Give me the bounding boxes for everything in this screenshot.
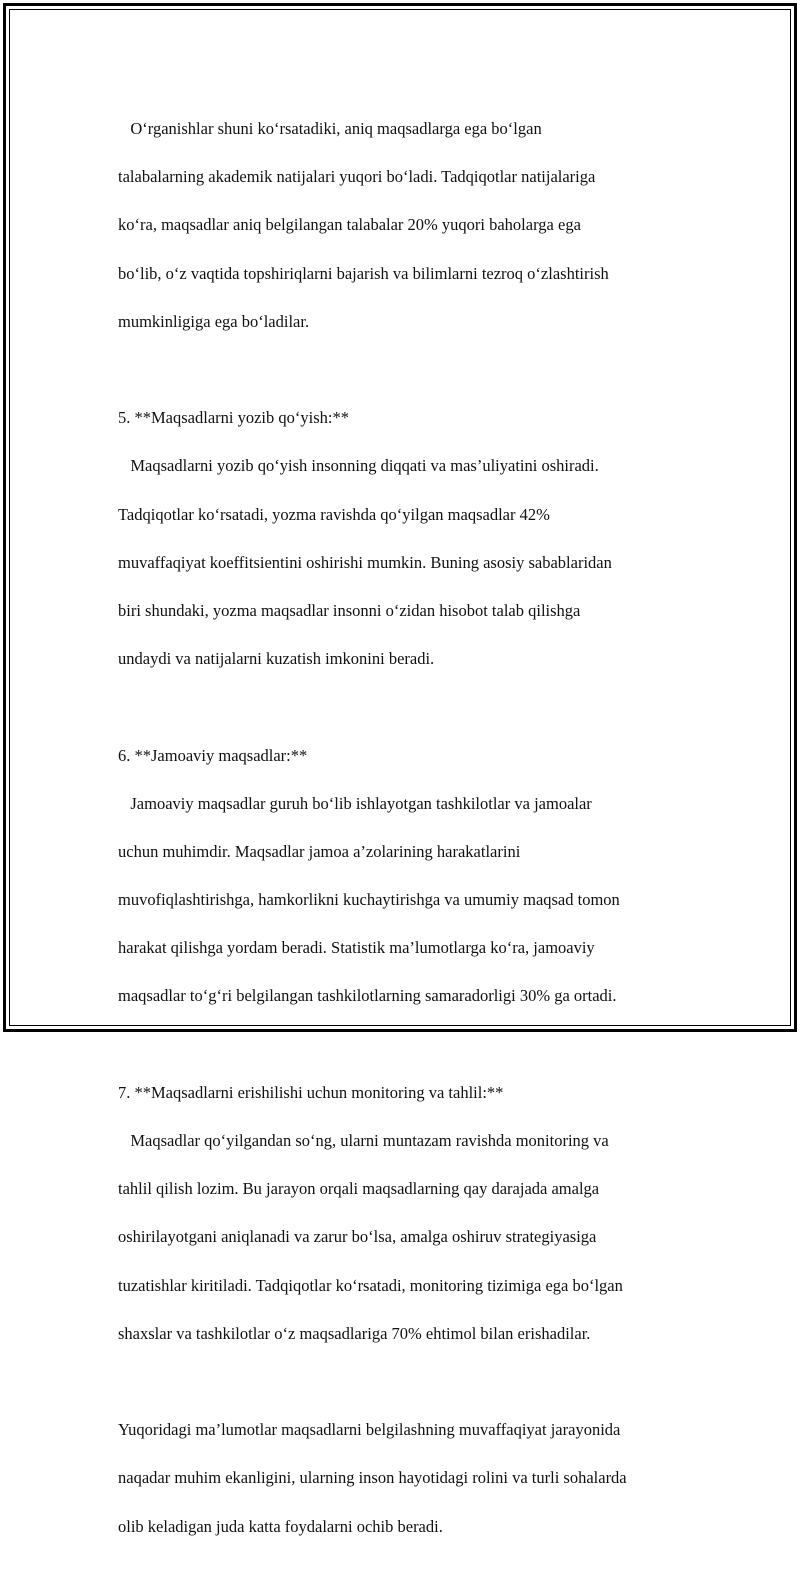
text-line: uchun muhimdir. Maqsadlar jamoa a’zolarining harakatlarini: [118, 841, 521, 861]
text-line: shaxslar va tashkilotlar o‘z maqsadlariga 70% ehtimol bilan erishadilar.: [118, 1323, 591, 1343]
text-line: olib keladigan juda katta foydalarni ochib beradi.: [118, 1516, 443, 1536]
text-line: bo‘lib, o‘z vaqtida topshiriqlarni bajarish va bilimlarni tezroq o‘zlashtirish: [118, 263, 609, 283]
paragraph-team-goals: [118, 719, 718, 1032]
paragraph-conclusion: [118, 1394, 718, 1563]
text-line: Tadqiqotlar ko‘rsatadi, yozma ravishda qo‘yilgan maqsadlar 42%: [118, 504, 550, 524]
text-line: Yuqoridagi ma’lumotlar maqsadlarni belgilashning muvaffaqiyat jarayonida: [118, 1420, 621, 1440]
text-line: tahlil qilish lozim. Bu jarayon orqali maqsadlarning qay darajada amalga: [118, 1179, 600, 1199]
text-line: undaydi va natijalarni kuzatish imkonini beradi.: [118, 649, 435, 669]
section-heading: 7. **Maqsadlarni erishilishi uchun monitoring va tahlil:**: [118, 1082, 504, 1102]
text-line: tuzatishlar kiritiladi. Tadqiqotlar ko‘rsatadi, monitoring tizimiga ega bo‘lgan: [118, 1275, 623, 1295]
text-line: muvaffaqiyat koeffitsientini oshirishi mumkin. Buning asosiy sabablaridan: [118, 552, 612, 572]
text-line: talabalarning akademik natijalari yuqori bo‘ladi. Tadqiqotlar natijalariga: [118, 167, 596, 187]
text-line: Jamoaviy maqsadlar guruh bo‘lib ishlayotgan tashkilotlar va jamoalar: [118, 793, 592, 813]
text-line: harakat qilishga yordam beradi. Statistik ma’lumotlarga ko‘ra, jamoaviy: [118, 938, 595, 958]
section-heading: 6. **Jamoaviy maqsadlar:**: [118, 745, 308, 765]
text-line: Maqsadlarni yozib qo‘yish insonning diqqati va mas’uliyatini oshiradi.: [118, 456, 599, 476]
text-line: oshirilayotgani aniqlanadi va zarur bo‘lsa, amalga oshiruv strategiyasiga: [118, 1227, 597, 1247]
section-heading: 5. **Maqsadlarni yozib qo‘yish:**: [118, 408, 349, 428]
paragraph-monitoring: [118, 1057, 718, 1370]
text-line: O‘rganishlar shuni ko‘rsatadiki, aniq maqsadlarga ega bo‘lgan: [118, 119, 542, 139]
text-line: biri shundaki, yozma maqsadlar insonni o‘zidan hisobot talab qilishga: [118, 600, 581, 620]
document-body: [118, 93, 718, 1587]
paragraph-study-results: [118, 93, 718, 358]
text-line: maqsadlar to‘g‘ri belgilangan tashkilotlarning samaradorligi 30% ga ortadi.: [118, 986, 617, 1006]
text-line: Maqsadlar qo‘yilgandan so‘ng, ularni muntazam ravishda monitoring va: [118, 1131, 609, 1151]
text-line: ko‘ra, maqsadlar aniq belgilangan talabalar 20% yuqori baholarga ega: [118, 215, 581, 235]
text-line: muvofiqlashtirishga, hamkorlikni kuchaytirishga va umumiy maqsad tomon: [118, 890, 620, 910]
text-line: naqadar muhim ekanligini, ularning inson hayotidagi rolini va turli sohalarda: [118, 1468, 627, 1488]
text-line: mumkinligiga ega bo‘ladilar.: [118, 311, 310, 331]
paragraph-writing-goals: [118, 382, 718, 695]
